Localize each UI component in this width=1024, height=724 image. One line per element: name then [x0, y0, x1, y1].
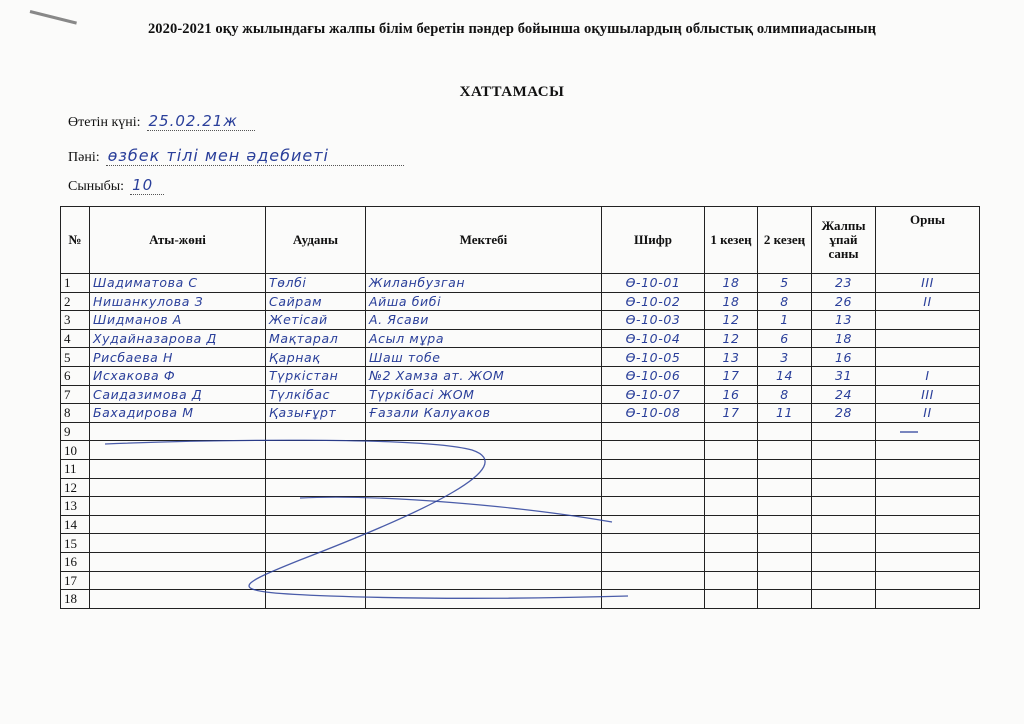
col-header-district: Ауданы: [266, 207, 366, 274]
cell-school: Айша бибі: [366, 292, 602, 311]
cell-code: [602, 422, 705, 441]
document-subtitle: ХАТТАМАСЫ: [459, 84, 565, 100]
cell-name: Исхакова Ф: [90, 366, 266, 385]
table-row: [61, 366, 980, 385]
cell-number: 18: [61, 590, 90, 609]
cell-school: [366, 552, 602, 571]
cell-name: [90, 497, 266, 516]
cell-code: [602, 552, 705, 571]
cell-code: [602, 515, 705, 534]
cell-name: [90, 422, 266, 441]
cell-name: [90, 459, 266, 478]
cell-stage1: 18: [705, 274, 758, 293]
grade-value: 10: [130, 176, 164, 195]
cell-district: Қазығұрт: [266, 404, 366, 423]
col-header-code: Шифр: [602, 207, 705, 274]
cell-number: 9: [61, 422, 90, 441]
table-body: [61, 274, 980, 609]
cell-stage2: [758, 534, 812, 553]
cell-total: [812, 590, 876, 609]
results-table: [60, 206, 980, 609]
cell-total: 24: [812, 385, 876, 404]
cell-number: 15: [61, 534, 90, 553]
cell-stage1: [705, 497, 758, 516]
cell-stage2: [758, 515, 812, 534]
cell-name: [90, 552, 266, 571]
cell-name: [90, 571, 266, 590]
cell-code: [602, 534, 705, 553]
cell-name: Нишанкулова З: [90, 292, 266, 311]
date-label: Өтетін күні:: [68, 115, 141, 130]
cell-name: [90, 590, 266, 609]
table-row: [61, 348, 980, 367]
cell-school: [366, 590, 602, 609]
cell-district: Мақтарал: [266, 329, 366, 348]
table-row: [61, 590, 980, 609]
cell-number: 16: [61, 552, 90, 571]
table-row: [61, 497, 980, 516]
cell-district: Төлбі: [266, 274, 366, 293]
cell-code: [602, 571, 705, 590]
cell-stage2: 8: [758, 292, 812, 311]
cell-place: [876, 422, 980, 441]
cell-place: III: [876, 385, 980, 404]
cell-stage1: [705, 459, 758, 478]
cell-stage1: [705, 590, 758, 609]
cell-district: [266, 534, 366, 553]
cell-place: [876, 534, 980, 553]
cell-code: [602, 497, 705, 516]
cell-school: [366, 422, 602, 441]
cell-total: [812, 534, 876, 553]
cell-name: Шидманов А: [90, 311, 266, 330]
table-row: [61, 552, 980, 571]
cell-place: [876, 459, 980, 478]
cell-code: Ө-10-01: [602, 274, 705, 293]
cell-number: 3: [61, 311, 90, 330]
cell-school: Түркібасі ЖОМ: [366, 385, 602, 404]
cell-district: [266, 590, 366, 609]
cell-stage2: 11: [758, 404, 812, 423]
cell-total: [812, 459, 876, 478]
cell-total: 28: [812, 404, 876, 423]
cell-total: [812, 441, 876, 460]
cell-code: [602, 478, 705, 497]
cell-name: [90, 515, 266, 534]
cell-total: 16: [812, 348, 876, 367]
cell-stage2: 1: [758, 311, 812, 330]
cell-district: [266, 459, 366, 478]
cell-code: [602, 459, 705, 478]
cell-number: 5: [61, 348, 90, 367]
cell-number: 13: [61, 497, 90, 516]
cell-stage1: 12: [705, 311, 758, 330]
subject-value: өзбек тілі мен әдебиеті: [106, 146, 404, 166]
cell-name: [90, 478, 266, 497]
cell-number: 8: [61, 404, 90, 423]
cell-district: [266, 515, 366, 534]
table-row: [61, 311, 980, 330]
cell-total: [812, 515, 876, 534]
cell-place: [876, 441, 980, 460]
col-header-school: Мектебі: [366, 207, 602, 274]
cell-number: 1: [61, 274, 90, 293]
cell-district: [266, 441, 366, 460]
cell-stage1: [705, 515, 758, 534]
cell-stage1: 17: [705, 366, 758, 385]
subject-label: Пәні:: [68, 150, 100, 165]
cell-place: II: [876, 292, 980, 311]
cell-place: [876, 329, 980, 348]
cell-place: [876, 590, 980, 609]
subject-field: [68, 146, 404, 166]
cell-code: Ө-10-08: [602, 404, 705, 423]
cell-district: [266, 571, 366, 590]
table-row: [61, 329, 980, 348]
cell-total: [812, 422, 876, 441]
date-value: 25.02.21ж: [147, 112, 255, 131]
table-row: [61, 571, 980, 590]
cell-school: [366, 534, 602, 553]
col-header-number: №: [61, 207, 90, 274]
cell-stage2: 14: [758, 366, 812, 385]
cell-stage2: [758, 571, 812, 590]
cell-code: Ө-10-03: [602, 311, 705, 330]
cell-stage1: 16: [705, 385, 758, 404]
cell-stage2: [758, 478, 812, 497]
cell-total: [812, 478, 876, 497]
date-field: [68, 112, 255, 131]
cell-code: Ө-10-02: [602, 292, 705, 311]
cell-name: Худайназарова Д: [90, 329, 266, 348]
cell-school: Жиланбузган: [366, 274, 602, 293]
cell-district: Түркістан: [266, 366, 366, 385]
cell-stage2: 3: [758, 348, 812, 367]
table-header-row: [61, 207, 980, 274]
cell-school: Ғазали Калуаков: [366, 404, 602, 423]
cell-place: [876, 497, 980, 516]
table-row: [61, 422, 980, 441]
table-row: [61, 404, 980, 423]
cell-number: 10: [61, 441, 90, 460]
document-title: 2020-2021 оқу жылындағы жалпы білім беретін пәндер бойынша оқушылардың облыстық олимпиадасының: [147, 21, 877, 37]
cell-school: [366, 459, 602, 478]
cell-code: Ө-10-07: [602, 385, 705, 404]
cell-stage2: 5: [758, 274, 812, 293]
cell-district: Түлкібас: [266, 385, 366, 404]
cell-number: 7: [61, 385, 90, 404]
cell-total: 26: [812, 292, 876, 311]
table-row: [61, 274, 980, 293]
cell-place: [876, 311, 980, 330]
cell-total: [812, 571, 876, 590]
col-header-name: Аты-жөні: [90, 207, 266, 274]
cell-place: [876, 571, 980, 590]
cell-stage2: [758, 552, 812, 571]
cell-name: Шадиматова С: [90, 274, 266, 293]
table-row: [61, 534, 980, 553]
table-row: [61, 441, 980, 460]
cell-stage1: 13: [705, 348, 758, 367]
cell-stage1: [705, 441, 758, 460]
cell-school: Асыл мұра: [366, 329, 602, 348]
cell-number: 4: [61, 329, 90, 348]
cell-stage1: [705, 571, 758, 590]
cell-number: 2: [61, 292, 90, 311]
table-row: [61, 515, 980, 534]
table-row: [61, 292, 980, 311]
cell-district: [266, 552, 366, 571]
cell-total: [812, 497, 876, 516]
cell-place: [876, 552, 980, 571]
cell-stage1: 18: [705, 292, 758, 311]
cell-name: [90, 534, 266, 553]
cell-code: Ө-10-05: [602, 348, 705, 367]
cell-total: 18: [812, 329, 876, 348]
cell-school: [366, 571, 602, 590]
cell-school: [366, 515, 602, 534]
cell-place: [876, 515, 980, 534]
table-row: [61, 478, 980, 497]
cell-district: [266, 478, 366, 497]
cell-number: 17: [61, 571, 90, 590]
cell-total: 13: [812, 311, 876, 330]
grade-field: [68, 176, 164, 195]
cell-total: [812, 552, 876, 571]
cell-school: А. Ясави: [366, 311, 602, 330]
col-header-place: Орны: [876, 207, 980, 274]
cell-code: Ө-10-06: [602, 366, 705, 385]
cell-stage1: [705, 478, 758, 497]
cell-total: 23: [812, 274, 876, 293]
cell-school: [366, 478, 602, 497]
cell-stage1: [705, 422, 758, 441]
col-header-total: Жалпы ұпай саны: [812, 207, 876, 274]
table-row: [61, 385, 980, 404]
cell-district: Сайрам: [266, 292, 366, 311]
cell-code: Ө-10-04: [602, 329, 705, 348]
cell-code: [602, 441, 705, 460]
cell-name: Рисбаева Н: [90, 348, 266, 367]
cell-place: [876, 478, 980, 497]
cell-district: [266, 422, 366, 441]
cell-school: №2 Хамза ат. ЖОМ: [366, 366, 602, 385]
cell-district: [266, 497, 366, 516]
cell-place: II: [876, 404, 980, 423]
col-header-stage2: 2 кезең: [758, 207, 812, 274]
cell-place: [876, 348, 980, 367]
cell-stage2: 6: [758, 329, 812, 348]
cell-name: [90, 441, 266, 460]
cell-number: 11: [61, 459, 90, 478]
cell-name: Саидазимова Д: [90, 385, 266, 404]
cell-number: 14: [61, 515, 90, 534]
table-row: [61, 459, 980, 478]
cell-stage2: [758, 590, 812, 609]
cell-stage2: [758, 497, 812, 516]
cell-number: 6: [61, 366, 90, 385]
cell-name: Бахадирова М: [90, 404, 266, 423]
cell-total: 31: [812, 366, 876, 385]
grade-label: Сыныбы:: [68, 179, 125, 194]
cell-stage1: 12: [705, 329, 758, 348]
cell-code: [602, 590, 705, 609]
cell-place: III: [876, 274, 980, 293]
cell-stage2: [758, 441, 812, 460]
cell-school: Шаш тобе: [366, 348, 602, 367]
cell-stage2: [758, 422, 812, 441]
cell-district: Жетісай: [266, 311, 366, 330]
cell-stage2: [758, 459, 812, 478]
cell-stage1: [705, 552, 758, 571]
cell-number: 12: [61, 478, 90, 497]
cell-district: Қарнақ: [266, 348, 366, 367]
cell-stage2: 8: [758, 385, 812, 404]
cell-school: [366, 441, 602, 460]
cell-school: [366, 497, 602, 516]
cell-stage1: 17: [705, 404, 758, 423]
cell-stage1: [705, 534, 758, 553]
cell-place: I: [876, 366, 980, 385]
col-header-stage1: 1 кезең: [705, 207, 758, 274]
